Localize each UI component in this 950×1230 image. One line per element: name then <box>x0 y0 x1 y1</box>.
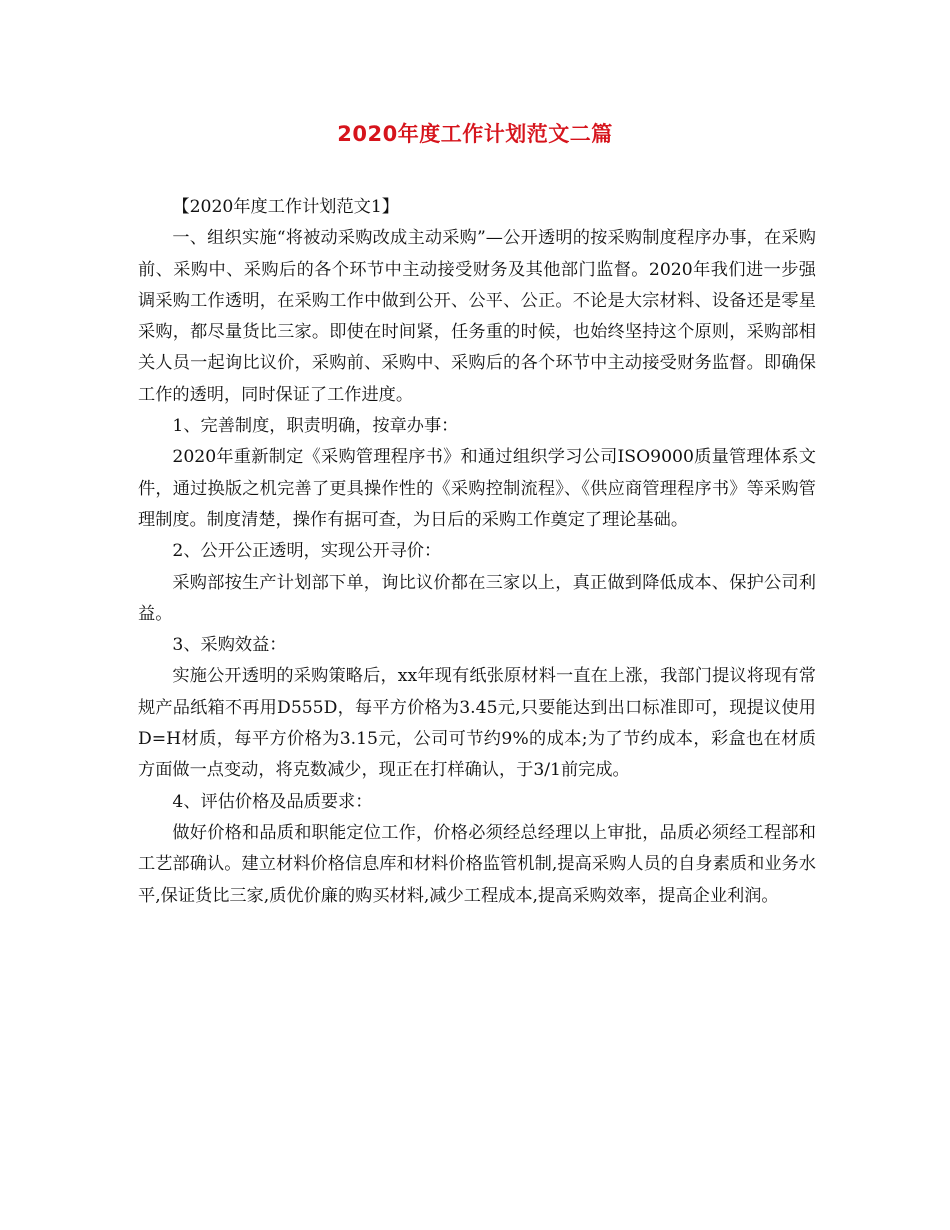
list-item-heading: 4、评估价格及品质要求： <box>172 791 373 812</box>
paragraph: 做好价格和品质和职能定位工作，价格必须经总经理以上审批，品质必须经工程部和工艺部确认。建立材料价格信息库和材料价格监管机制,提高采购人员的自身素质和业务水平,保证货比三家,质优价廉的购买材料,减少工程成本,提高采购效率，提高企业利润。 <box>138 822 816 906</box>
paragraph: 实施公开透明的采购策略后，xx年现有纸张原材料一直在上涨，我部门提议将现有常规产品纸箱不再用D555D，每平方价格为3.45元,只要能达到出口标准即可，现提议使用D=H材质，每平方价格为3.15元，公司可节约9%的成本;为了节约成本，彩盒也在材质方面做一点变动，将克数减少，现正在打样确认，于3/1前完成。 <box>138 666 816 781</box>
list-item-heading: 3、采购效益： <box>172 635 287 656</box>
paragraph: 采购部按生产计划部下单，询比议价都在三家以上，真正做到降低成本、保护公司利益。 <box>138 572 816 624</box>
list-item-heading: 1、完善制度，职责明确，按章办事： <box>172 416 459 437</box>
paragraph: 2020年重新制定《采购管理程序书》和通过组织学习公司ISO9000质量管理体系文件，通过换版之机完善了更具操作性的《采购控制流程》、《供应商管理程序书》等采购管理制度。制度清楚，操作有据可查，为日后的采购工作奠定了理论基础。 <box>138 447 816 530</box>
document-title: 2020年度工作计划范文二篇 <box>337 122 613 146</box>
document-body <box>138 192 816 912</box>
list-item-heading: 2、公开公正透明，实现公开寻价： <box>172 541 442 562</box>
paragraph: 一、组织实施“将被动采购改成主动采购”—公开透明的按采购制度程序办事，在采购前、采购中、采购后的各个环节中主动接受财务及其他部门监督。2020年我们进一步强调采购工作透明，在采购工作中做到公开、公平、公正。不论是大宗材料、设备还是零星采购，都尽量货比三家。即使在时间紧，任务重的时候，也始终坚持这个原则，采购部相关人员一起询比议价，采购前、采购中、采购后的各个环节中主动接受财务监督。即确保工作的透明，同时保证了工作进度。 <box>138 228 816 405</box>
section-heading: 【2020年度工作计划范文1】 <box>172 197 399 217</box>
